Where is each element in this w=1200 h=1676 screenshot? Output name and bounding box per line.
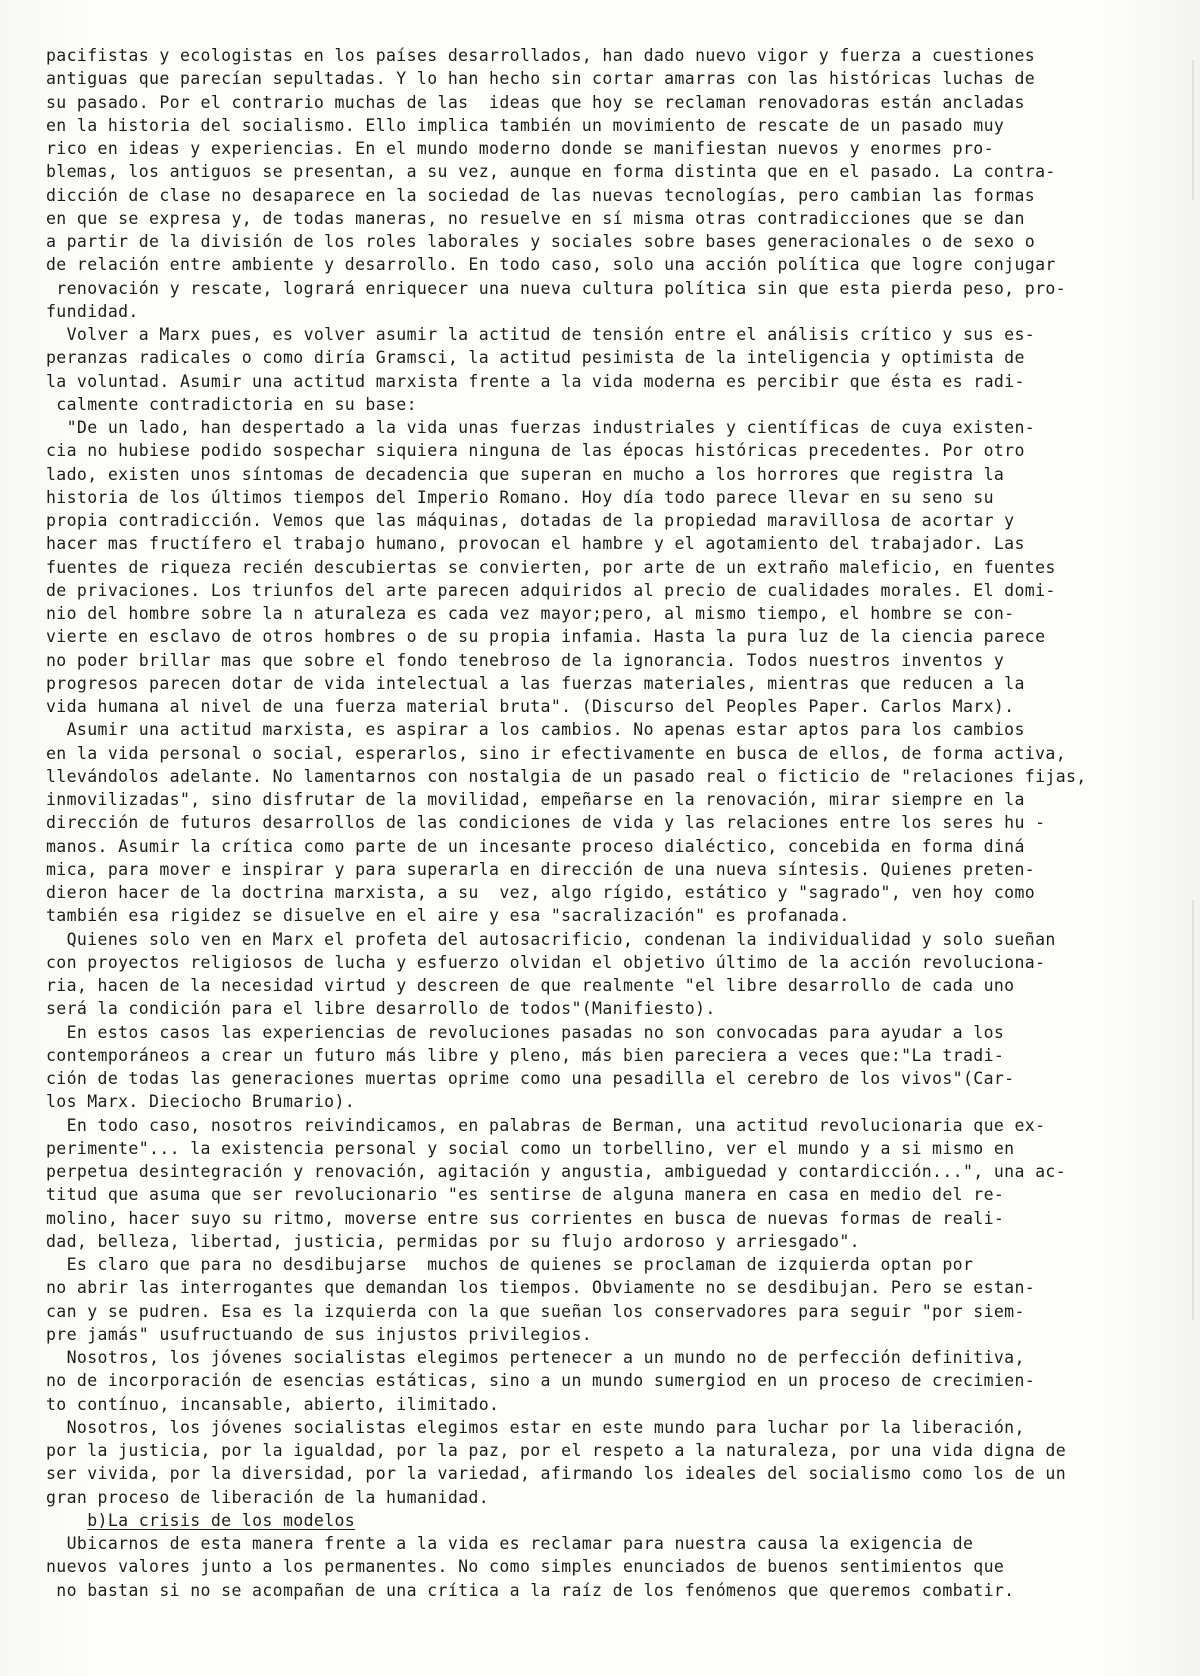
text-line: ción de todas las generaciones muertas oprime como una pesadilla el cerebro de los vivos"(Car- xyxy=(46,1069,1015,1088)
text-line: nio del hombre sobre la n aturaleza es cada vez mayor;pero, al mismo tiempo, el hombre se con- xyxy=(46,604,1015,623)
text-line: propia contradicción. Vemos que las máquinas, dotadas de la propiedad maravillosa de acortar y xyxy=(46,511,1015,530)
text-line: Ubicarnos de esta manera frente a la vida es reclamar para nuestra causa la exigencia de xyxy=(46,1534,974,1553)
closing-paragraph xyxy=(46,1532,1158,1602)
text-line: no de incorporación de esencias estáticas, sino a un mundo sumergiod en un proceso de crecimien- xyxy=(46,1371,1036,1391)
text-line: vierte en esclavo de otros hombres o de su propia infamia. Hasta la pura luz de la ciencia parece xyxy=(46,627,1046,647)
text-line: no abrir las interrogantes que demandan los tiempos. Obviamente no se desdibujan. Pero se estan- xyxy=(46,1278,1036,1298)
text-line: titud que asuma que ser revolucionario "es sentirse de alguna manera en casa en medio del re- xyxy=(46,1185,1005,1205)
text-line: calmente contradictoria en su base: xyxy=(46,394,417,414)
text-line: gran proceso de liberación de la humanidad. xyxy=(46,1487,490,1507)
text-line: inmovilizadas", sino disfrutar de la movilidad, empeñarse en la renovación, mirar siempre en la xyxy=(46,790,1025,809)
text-line: historia de los últimos tiempos del Imperio Romano. Hoy día todo parece llevar en su seno su xyxy=(46,487,994,507)
text-line: vida humana al nivel de una fuerza material bruta". (Discurso del Peoples Paper. Carlos Marx). xyxy=(46,697,1015,716)
text-line: rico en ideas y experiencias. En el mundo moderno donde se manifiestan nuevos y enormes pro- xyxy=(46,139,994,158)
text-line: can y se pudren. Esa es la izquierda con la que sueñan los conservadores para seguir "por siem- xyxy=(46,1301,1025,1321)
text-line: manos. Asumir la crítica como parte de un incesante proceso dialéctico, concebida en forma diná xyxy=(46,836,1025,856)
text-line: pacifistas y ecologistas en los países desarrollados, han dado nuevo vigor y fuerza a cuestiones xyxy=(46,46,1036,65)
text-line: la voluntad. Asumir una actitud marxista frente a la vida moderna es percibir que ésta es radi- xyxy=(46,371,1025,391)
text-line: "De un lado, han despertado a la vida unas fuerzas industriales y científicas de cuya existen- xyxy=(46,418,1036,437)
text-line: en la historia del socialismo. Ello implica también un movimiento de rescate de un pasado muy xyxy=(46,115,1005,135)
text-line: nuevos valores junto a los permanentes. No como simples enunciados de buenos sentimientos que xyxy=(46,1557,1005,1577)
text-line: dad, belleza, libertad, justicia, permidas por su flujo ardoroso y arriesgado". xyxy=(46,1231,860,1251)
text-line: pre jamás" usufructuando de sus injustos privilegios. xyxy=(46,1324,593,1344)
scan-edge-mark xyxy=(1192,60,1194,200)
text-line: peranzas radicales o como diría Gramsci, la actitud pesimista de la inteligencia y optimista de xyxy=(46,348,1025,368)
text-line: fuentes de riqueza recién descubiertas se convierten, por arte de un extraño maleficio, en fuentes xyxy=(46,557,1056,577)
text-line: contemporáneos a crear un futuro más libre y pleno, más bien pareciera a veces que:"La tradi- xyxy=(46,1045,1005,1065)
text-line: los Marx. Dieciocho Brumario). xyxy=(46,1092,356,1112)
text-line: fundidad. xyxy=(46,301,139,321)
text-line: Nosotros, los jóvenes socialistas elegimos pertenecer a un mundo no de perfección definitiva, xyxy=(46,1348,1025,1367)
text-line: Asumir una actitud marxista, es aspirar a los cambios. No apenas estar aptos para los cambios xyxy=(46,720,1025,740)
text-line: por la justicia, por la igualdad, por la paz, por el respeto a la naturaleza, por una vida digna de xyxy=(46,1441,1067,1460)
text-line: renovación y rescate, logrará enriquecer una nueva cultura política sin que esta pierda peso, pro- xyxy=(46,278,1067,298)
text-line: progresos parecen dotar de vida intelectual a las fuerzas materiales, mientras que reducen a la xyxy=(46,673,1025,693)
page-text xyxy=(46,44,1158,1602)
body-text xyxy=(46,44,1158,1509)
text-line: Volver a Marx pues, es volver asumir la actitud de tensión entre el análisis crítico y sus es- xyxy=(46,325,1036,344)
text-line: mica, para mover e inspirar y para superarla en dirección de una nueva síntesis. Quienes preten- xyxy=(46,859,1036,879)
text-line: hacer mas fructífero el trabajo humano, provocan el hambre y el agotamiento del trabajador. Las xyxy=(46,534,1025,554)
section-heading: b)La crisis de los modelos xyxy=(87,1510,356,1530)
text-line: Quienes solo ven en Marx el profeta del autosacrificio, condenan la individualidad y solo sueñan xyxy=(46,929,1056,949)
text-line: En todo caso, nosotros reivindicamos, en palabras de Berman, una actitud revolucionaria que ex- xyxy=(46,1115,1046,1135)
text-line: molino, hacer suyo su ritmo, moverse entre sus corrientes en busca de nuevas formas de reali- xyxy=(46,1208,1005,1228)
text-line: cia no hubiese podido sospechar siquiera ninguna de las épocas históricas precedentes. Por otro xyxy=(46,441,1025,461)
text-line: ria, hacen de la necesidad virtud y descreen de que realmente "el libre desarrollo de cada uno xyxy=(46,976,1015,995)
text-line: de relación entre ambiente y desarrollo. En todo caso, solo una acción política que logre conjugar xyxy=(46,255,1056,275)
text-line: en que se expresa y, de todas maneras, no resuelve en sí misma otras contradicciones que se dan xyxy=(46,208,1025,228)
text-line: Nosotros, los jóvenes socialistas elegimos estar en este mundo para luchar por la liberación, xyxy=(46,1417,1025,1437)
text-line: perimente"... la existencia personal y social como un torbellino, ver el mundo y a si mismo en xyxy=(46,1138,1015,1158)
text-line: perpetua desintegración y renovación, agitación y angustia, ambiguedad y contardicción...", una ac- xyxy=(46,1162,1067,1181)
text-line: en la vida personal o social, esperarlos, sino ir efectivamente en busca de ellos, de forma activa, xyxy=(46,743,1067,763)
text-line: llevándolos adelante. No lamentarnos con nostalgia de un pasado real o ficticio de "relaciones fijas, xyxy=(46,766,1087,786)
text-line: lado, existen unos síntomas de decadencia que superan en mucho a los horrores que registra la xyxy=(46,464,1005,484)
text-line: de privaciones. Los triunfos del arte parecen adquiridos al precio de cualidades morales. El domi- xyxy=(46,580,1056,600)
text-line: con proyectos religiosos de lucha y esfuerzo olvidan el objetivo último de la acción revoluciona- xyxy=(46,952,1046,972)
section-heading-line xyxy=(46,1509,1154,1532)
text-line: también esa rigidez se disuelve en el aire y esa "sacralización" es profanada. xyxy=(46,906,850,926)
text-line: dieron hacer de la doctrina marxista, a su vez, algo rígido, estático y "sagrado", ven hoy como xyxy=(46,883,1036,902)
text-line: to contínuo, incansable, abierto, ilimitado. xyxy=(46,1394,500,1414)
text-line: no poder brillar mas que sobre el fondo tenebroso de la ignorancia. Todos nuestros inventos y xyxy=(46,650,1005,670)
text-line: antiguas que parecían sepultadas. Y lo han hecho sin cortar amarras con las históricas luchas de xyxy=(46,69,1036,89)
text-line: será la condición para el libre desarrollo de todos"(Manifiesto). xyxy=(46,999,716,1019)
text-line: su pasado. Por el contrario muchas de las ideas que hoy se reclaman renovadoras están ancladas xyxy=(46,92,1025,112)
text-line: dirección de futuros desarrollos de las condiciones de vida y las relaciones entre los seres hu - xyxy=(46,813,1046,833)
text-line: ser vivida, por la diversidad, por la variedad, afirmando los ideales del socialismo como los de un xyxy=(46,1464,1067,1484)
text-line: Es claro que para no desdibujarse muchos de quienes se proclaman de izquierda optan por xyxy=(46,1255,974,1274)
text-line: no bastan si no se acompañan de una crítica a la raíz de los fenómenos que queremos combatir. xyxy=(46,1580,1015,1600)
text-line: blemas, los antiguos se presentan, a su vez, aunque en forma distinta que en el pasado. La contra- xyxy=(46,162,1056,182)
scan-edge-mark xyxy=(1192,900,1194,1320)
text-line: En estos casos las experiencias de revoluciones pasadas no son convocadas para ayudar a los xyxy=(46,1022,1005,1042)
text-line: dicción de clase no desaparece en la sociedad de las nuevas tecnologías, pero cambian las formas xyxy=(46,185,1036,205)
text-line: a partir de la división de los roles laborales y sociales sobre bases generacionales o de sexo o xyxy=(46,232,1036,251)
